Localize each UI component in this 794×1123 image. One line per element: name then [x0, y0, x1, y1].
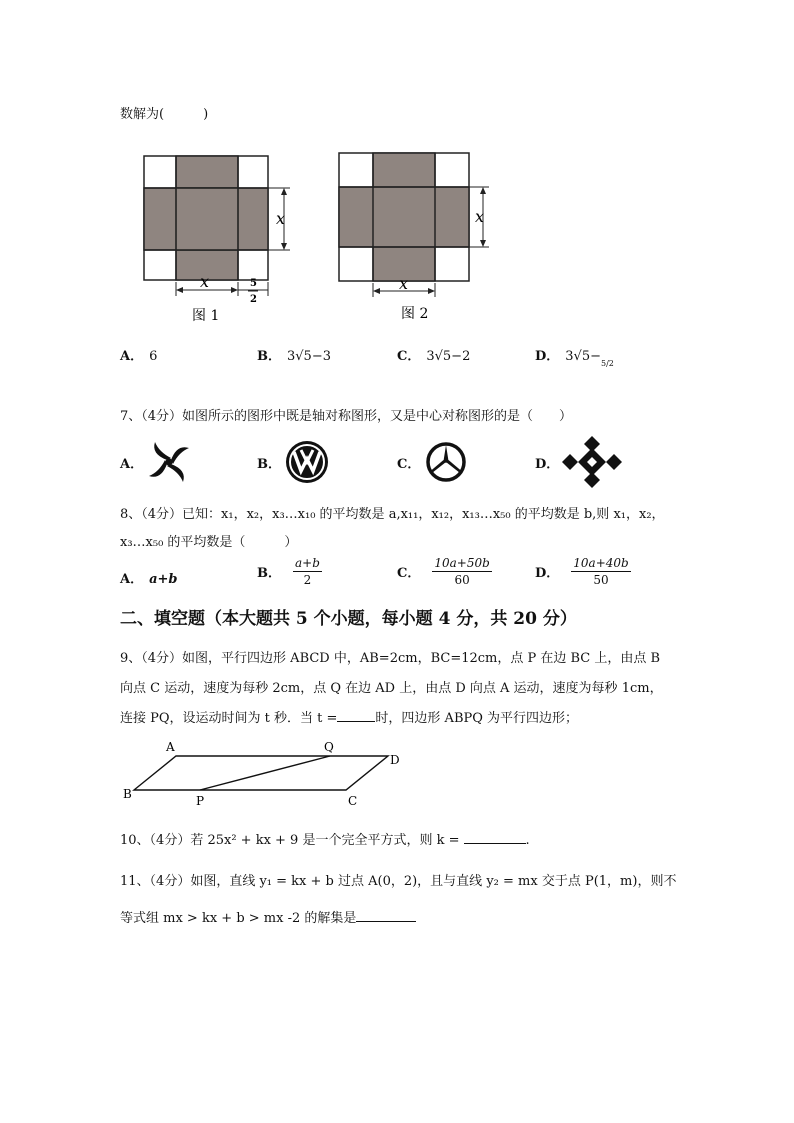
mercedes-logo-icon — [425, 441, 467, 483]
q7-option-d: D． — [535, 457, 560, 472]
pinwheel-icon — [146, 442, 192, 482]
q10-answer-blank[interactable] — [464, 831, 526, 844]
q6-option-a: A． 6 — [120, 349, 158, 364]
section-title-fill-in: 二、填空题（本大题共 5 个小题，每小题 4 分，共 20 分） — [120, 609, 577, 629]
q11-answer-blank[interactable] — [356, 909, 416, 922]
q7-option-b: B． — [257, 457, 281, 472]
q7-option-a: A． — [120, 457, 144, 472]
vw-logo-icon — [285, 440, 329, 484]
fig2-x-bottom: x — [399, 274, 409, 293]
q11-stem-line2: 等式组 mx > kx + b > mx -2 的解集是 — [120, 907, 416, 926]
q8-option-a: A． a+b — [120, 572, 178, 587]
q9-answer-blank[interactable] — [337, 709, 375, 722]
q9-stem-line1: 9、（4分）如图，平行四边形 ABCD 中，AB=2cm，BC=12cm，点 P 在边 BC 上，由点 B — [120, 651, 661, 666]
q6-option-b: B． 3√5−3 — [257, 349, 331, 364]
fig2-x-right: x — [475, 207, 485, 226]
q9-parallelogram-figure — [120, 736, 410, 812]
q8-option-c: C． $\frac{10a+50b}{60}$ — [397, 556, 490, 587]
q6-stem-tail: 数解为( ) — [120, 107, 209, 122]
fig2-caption: 图 2 — [401, 306, 429, 322]
label-p: P — [196, 794, 205, 808]
q10-stem: 10、（4分）若 25x² + kx + 9 是一个完全平方式，则 k = . — [120, 833, 530, 848]
figure-2 — [333, 145, 503, 325]
q7-option-c: C． — [397, 457, 421, 472]
label-b: B — [123, 787, 132, 801]
fig1-frac-den: 2 — [250, 294, 257, 305]
label-a: A — [166, 740, 175, 754]
label-c: C — [348, 794, 358, 808]
q8-stem-line2: x₃…x₅₀ 的平均数是（ ） — [120, 535, 298, 550]
label-d: D — [390, 753, 400, 767]
q7-stem: 7、（4分）如图所示的图形中既是轴对称图形，又是中心对称图形的是（ ） — [120, 409, 573, 424]
fig1-x-bottom: x — [200, 272, 210, 291]
q8-option-d: D． $\frac{10a+40b}{50}$ — [535, 556, 629, 587]
label-q: Q — [324, 740, 334, 754]
q11-stem-line1: 11、（4分）如图，直线 y₁ = kx + b 过点 A(0，2)，且与直线 y₂ = mx 交于点 P(1，m)，则不 — [120, 874, 677, 889]
cross-diamond-icon — [562, 435, 622, 489]
fig1-caption: 图 1 — [192, 308, 220, 324]
q9-stem-line2: 向点 C 运动，速度为每秒 2cm，点 Q 在边 AD 上，由点 D 向点 A 运动，速度为每秒 1cm， — [120, 681, 663, 696]
fig1-x-right: x — [276, 209, 286, 228]
q8-stem-line1: 8、（4分）已知：x₁，x₂，x₃…x₁₀ 的平均数是 a,x₁₁，x₁₂，x₁₃…x₅₀ 的平均数是 b,则 x₁，x₂， — [120, 507, 665, 522]
q9-stem-line3: 连接 PQ，设运动时间为 t 秒．当 t = 时，四边形 ABPQ 为平行四边形； — [120, 711, 579, 726]
q8-option-b: B． $\frac{a+b}{2}$ — [257, 556, 320, 587]
q6-option-c: C． 3√5−2 — [397, 349, 471, 364]
figure-1 — [138, 150, 298, 330]
q6-option-d: D． $3√5-_{5/2}$ — [535, 349, 614, 368]
fig1-frac-num: 5 — [250, 278, 257, 289]
